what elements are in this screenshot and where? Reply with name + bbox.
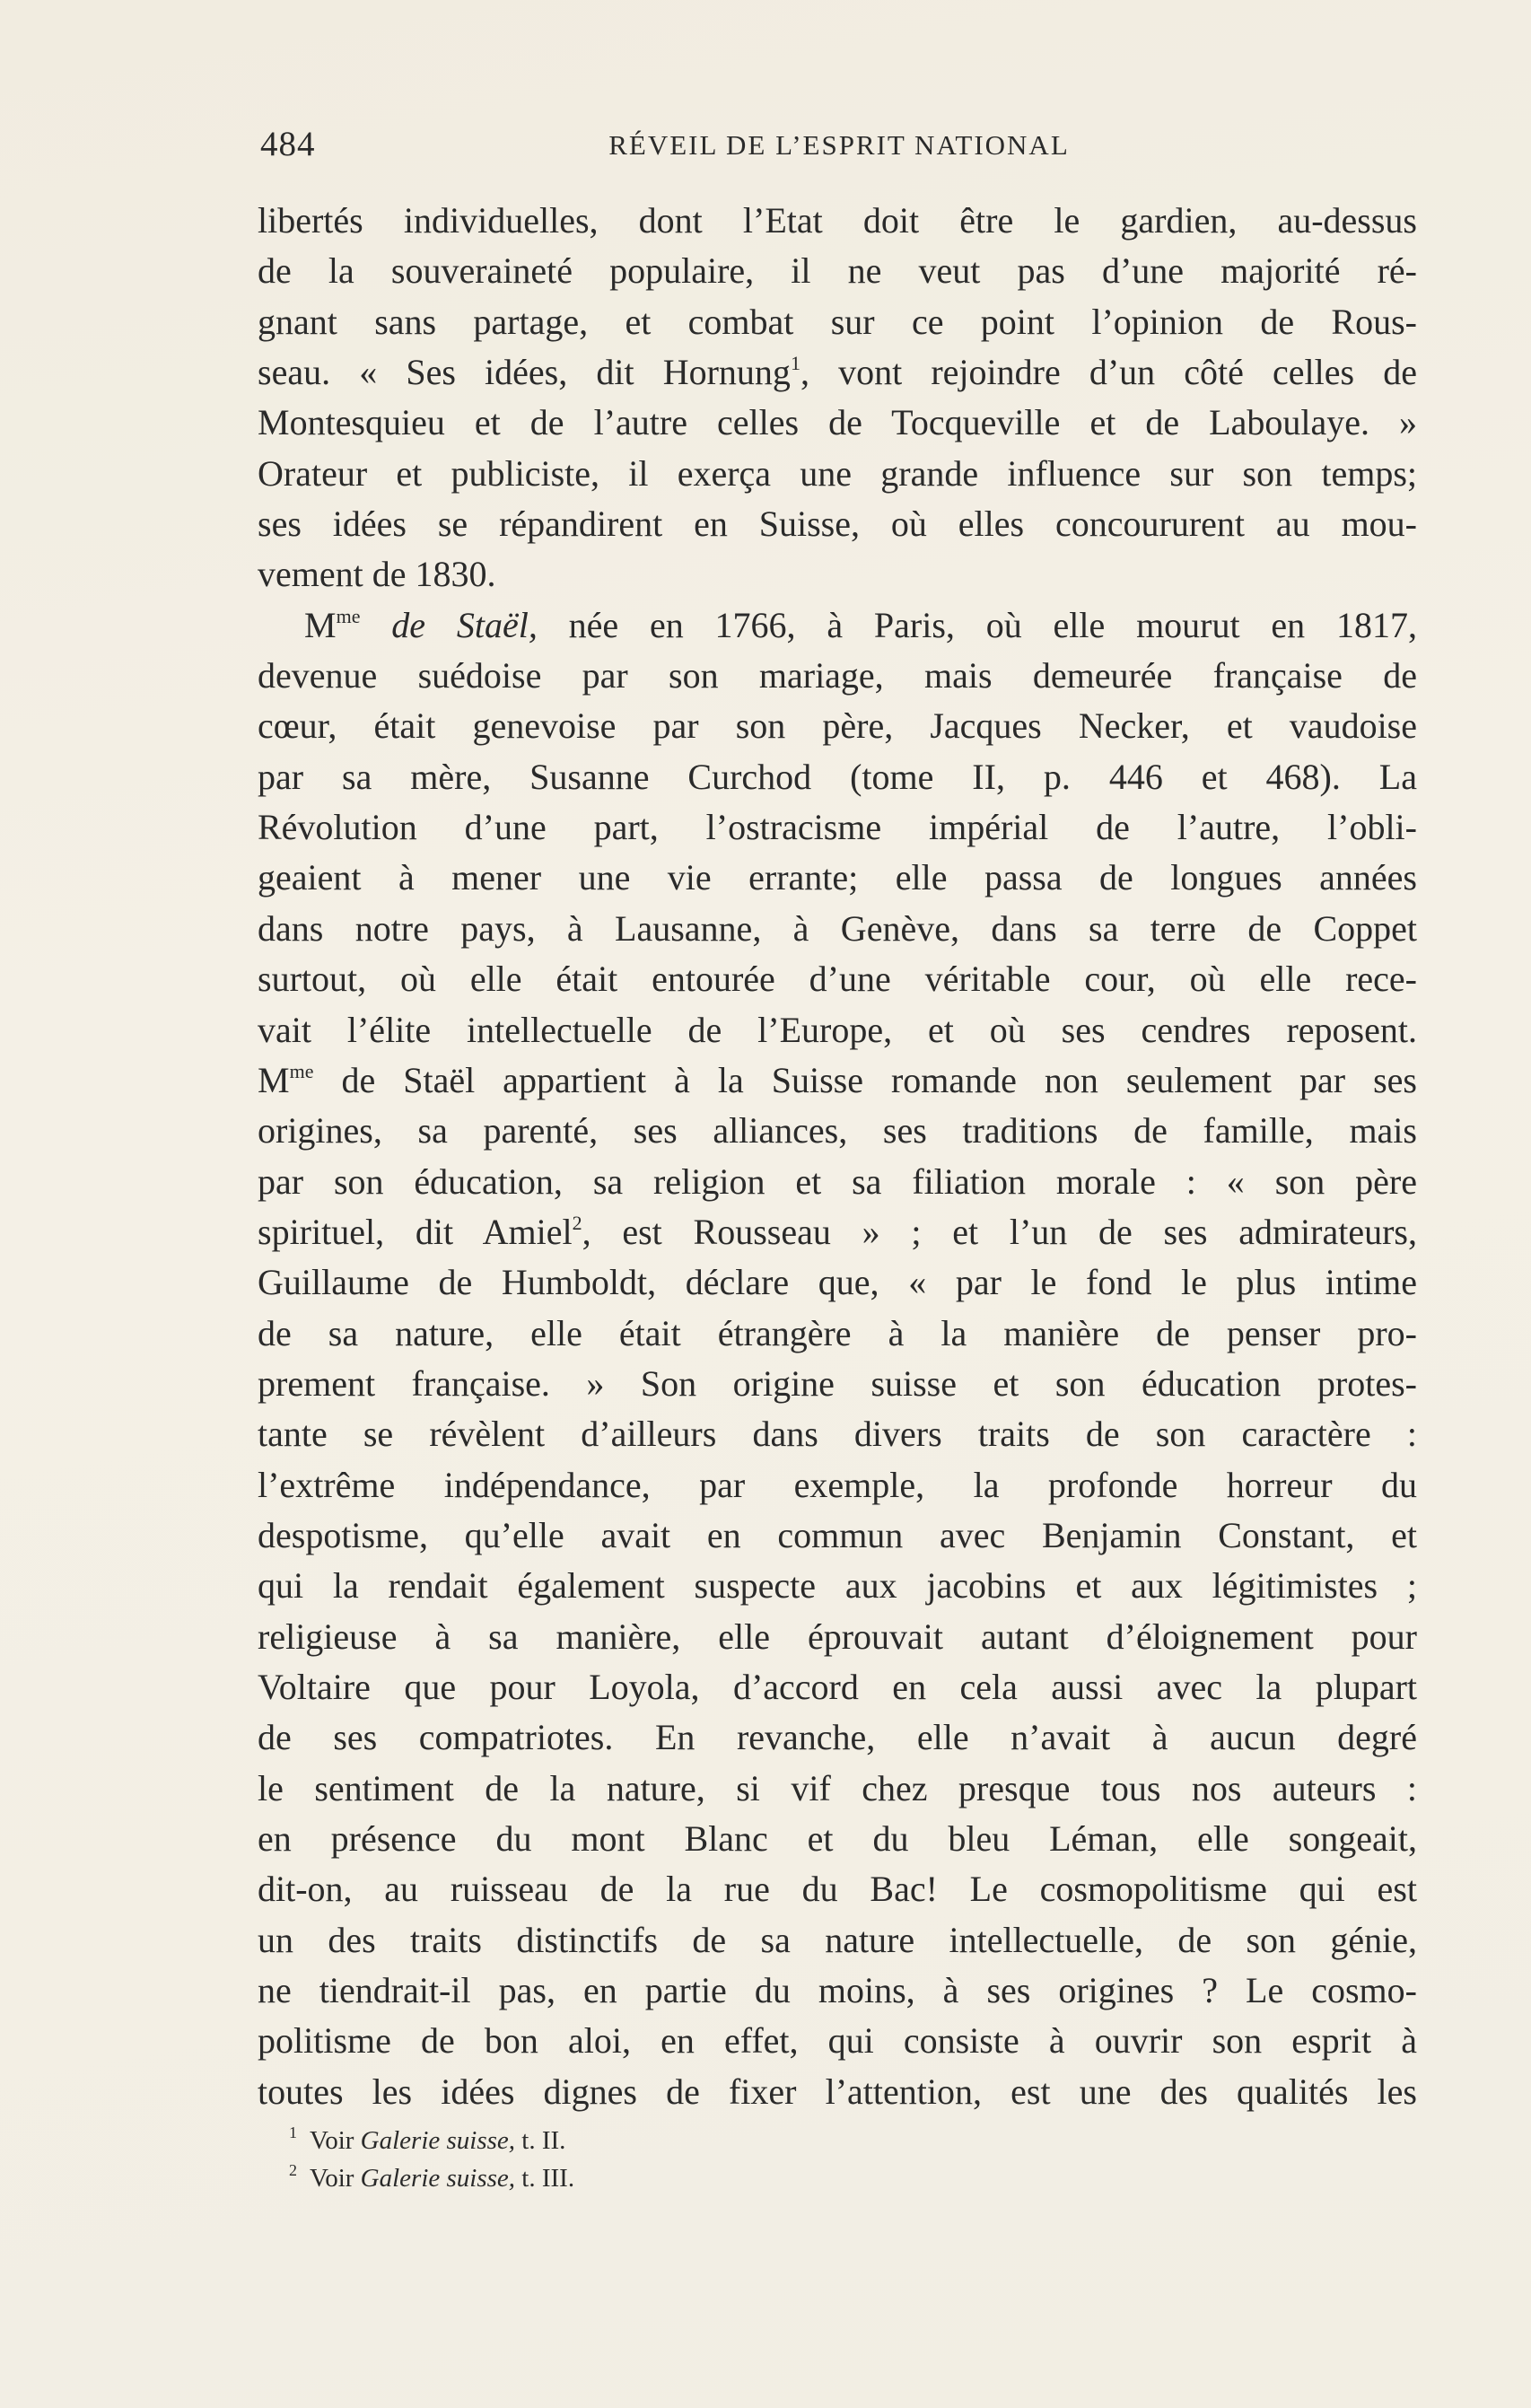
text-line: tante se révèlent d’ailleurs dans divers traits de son caractère : <box>258 1414 1417 1455</box>
text-line: geaient à mener une vie errante; elle passa de longues années <box>258 857 1417 898</box>
text-segment: M <box>304 604 337 645</box>
footnote-suffix: t. III. <box>515 2164 575 2193</box>
page-header <box>260 124 1418 178</box>
text-segment: seau. « Ses idées, dit Hornung <box>258 352 791 393</box>
text-line: libertés individuelles, dont l’Etat doit être le gardien, au-dessus <box>258 200 1417 241</box>
running-title: RÉVEIL DE L’ESPRIT NATIONAL <box>608 129 1070 161</box>
footnote-marker: 1 <box>289 2123 297 2141</box>
footnote-suffix: t. II. <box>515 2126 566 2155</box>
italic-name: de Staël, <box>391 604 538 645</box>
text-line: ne tiendrait-il pas, en partie du moins, à ses origines ? Le cosmo- <box>258 1970 1417 2011</box>
text-line: origines, sa parenté, ses alliances, ses traditions de famille, mais <box>258 1110 1417 1151</box>
text-line: toutes les idées dignes de fixer l’attention, est une des qualités les <box>258 2071 1417 2112</box>
footnote-ref-2: 2 <box>572 1211 582 1234</box>
text-segment: M <box>258 1059 290 1100</box>
text-segment: , vont rejoindre d’un côté celles de <box>800 352 1417 393</box>
text-line: par son éducation, sa religion et sa filiation morale : « son père <box>258 1160 1417 1202</box>
text-line: devenue suédoise par son mariage, mais demeurée française de <box>258 655 1417 696</box>
text-line <box>258 1055 1417 1106</box>
text-line: politisme de bon aloi, en effet, qui consiste à ouvrir son esprit à <box>258 2020 1417 2062</box>
body-text <box>258 196 1417 2117</box>
text-line: dans notre pays, à Lausanne, à Genève, dans sa terre de Coppet <box>258 907 1417 949</box>
text-line: cœur, était genevoise par son père, Jacques Necker, et vaudoise <box>258 705 1417 747</box>
text-line: vait l’élite intellectuelle de l’Europe, et où ses cendres reposent. <box>258 1009 1417 1050</box>
superscript-me: me <box>289 1059 314 1082</box>
text-line: Orateur et publiciste, il exerça une grande influence sur son temps; <box>258 452 1417 494</box>
text-line: le sentiment de la nature, si vif chez presque tous nos auteurs : <box>258 1767 1417 1808</box>
text-line: vement de 1830. <box>258 554 496 595</box>
text-line: de sa nature, elle était étrangère à la manière de penser pro- <box>258 1312 1417 1353</box>
text-line: en présence du mont Blanc et du bleu Léman, elle songeait, <box>258 1818 1417 1859</box>
text-line: ses idées se répandirent en Suisse, où elles concoururent au mou- <box>258 503 1417 545</box>
text-line: par sa mère, Susanne Curchod (tome II, p. 446 et 468). La <box>258 756 1417 797</box>
footnote-prefix: Voir <box>310 2164 361 2193</box>
text-line: dit-on, au ruisseau de la rue du Bac! Le cosmopolitisme qui est <box>258 1869 1417 1910</box>
text-line: prement française. » Son origine suisse et son éducation protes- <box>258 1362 1417 1404</box>
footnote-2 <box>289 2159 1366 2197</box>
footnote-ref-1: 1 <box>790 352 800 375</box>
text-line: Révolution d’une part, l’ostracisme impérial de l’autre, l’obli- <box>258 807 1417 848</box>
footnote-1 <box>289 2122 1366 2159</box>
text-line: de la souveraineté populaire, il ne veut pas d’une majorité ré- <box>258 250 1417 292</box>
text-segment: de Staël appartient à la Suisse romande non seulement par ses <box>313 1059 1417 1100</box>
footnote-title: Galerie suisse, <box>360 2164 516 2193</box>
text-line: gnant sans partage, et combat sur ce point l’opinion de Rous- <box>258 301 1417 342</box>
text-segment: , est Rousseau » ; et l’un de ses admirateurs, <box>582 1211 1417 1252</box>
text-line: de ses compatriotes. En revanche, elle n’avait à aucun degré <box>258 1717 1417 1758</box>
text-segment: née en 1766, à Paris, où elle mourut en 1817, <box>537 604 1417 645</box>
text-line <box>258 600 1417 651</box>
footnote-marker: 2 <box>289 2161 297 2179</box>
text-line: Montesquieu et de l’autre celles de Tocqueville et de Laboulaye. » <box>258 402 1417 443</box>
text-line <box>258 1207 1417 1257</box>
text-line <box>258 347 1417 398</box>
footnotes <box>289 2122 1366 2197</box>
footnote-prefix: Voir <box>310 2126 361 2155</box>
page-number: 484 <box>260 125 316 163</box>
text-line: un des traits distinctifs de sa nature intellectuelle, de son génie, <box>258 1919 1417 1960</box>
text-segment: spirituel, dit Amiel <box>258 1211 573 1252</box>
footnote-title: Galerie suisse, <box>360 2126 516 2155</box>
text-line: surtout, où elle était entourée d’une véritable cour, où elle rece- <box>258 959 1417 1000</box>
text-line: qui la rendait également suspecte aux jacobins et aux légitimistes ; <box>258 1565 1417 1607</box>
text-line: Guillaume de Humboldt, déclare que, « par le fond le plus intime <box>258 1262 1417 1303</box>
superscript-me: me <box>336 604 361 627</box>
text-line: Voltaire que pour Loyola, d’accord en cela aussi avec la plupart <box>258 1666 1417 1707</box>
text-line: religieuse à sa manière, elle éprouvait autant d’éloignement pour <box>258 1616 1417 1657</box>
text-line: despotisme, qu’elle avait en commun avec Benjamin Constant, et <box>258 1514 1417 1555</box>
text-line: l’extrême indépendance, par exemple, la profonde horreur du <box>258 1464 1417 1505</box>
